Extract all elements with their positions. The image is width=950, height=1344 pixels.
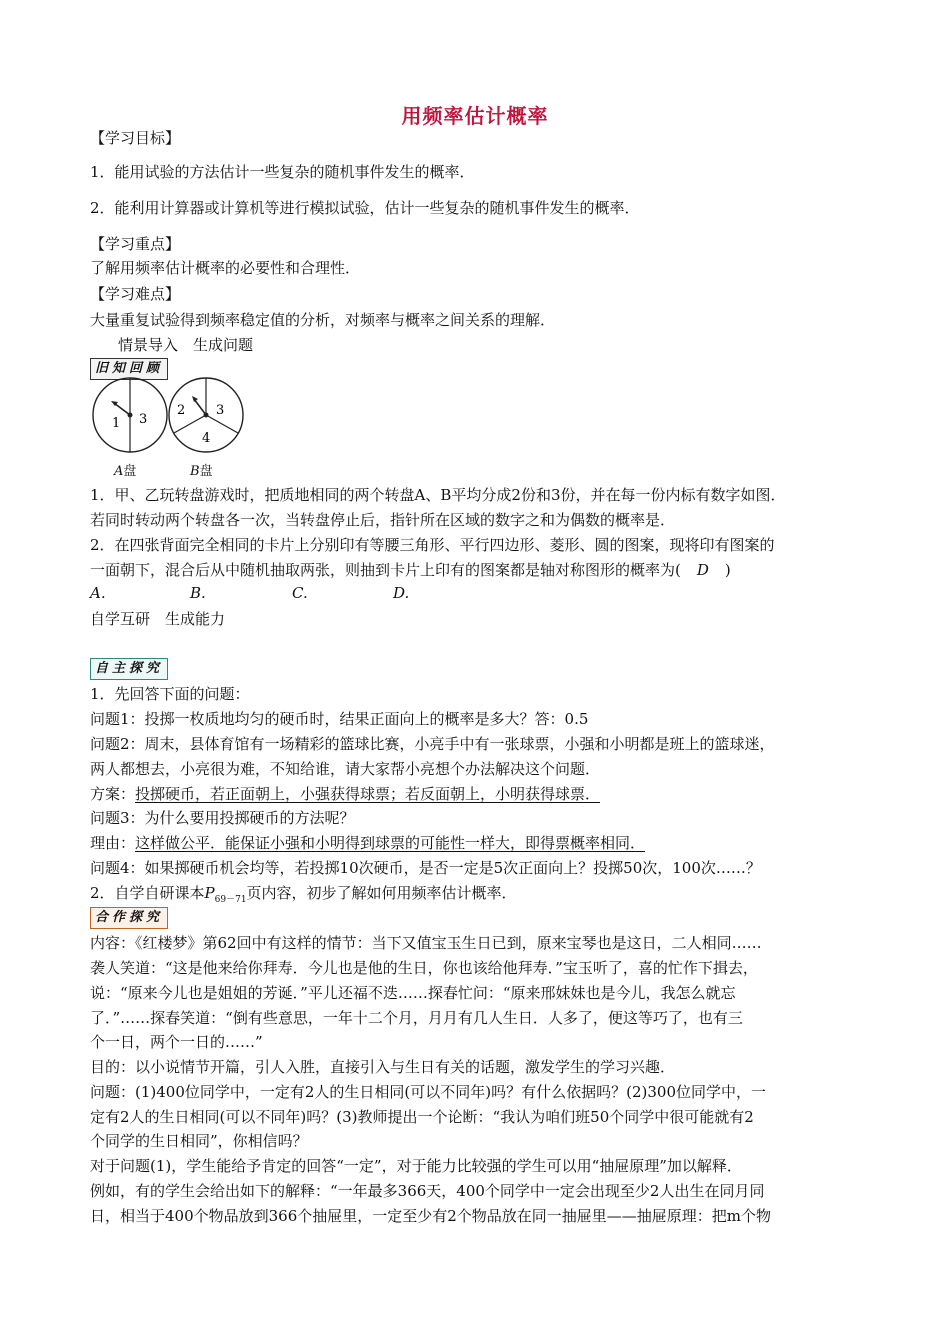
coop-badge: 合作探究 [90, 907, 168, 929]
spinner-b-label-4: 4 [202, 431, 211, 446]
option-a: A. [90, 584, 106, 602]
spinner-b-label-2: 2 [177, 403, 186, 418]
review-q2-answer: D [696, 561, 709, 579]
focus-text: 了解用频率估计概率的必要性和合理性． [90, 259, 361, 277]
explore-reason: 理由：这样做公平．能保证小强和小明得到球票的可能性一样大，即得票概率相同． [90, 834, 646, 852]
explore-badge: 自主探究 [90, 658, 168, 680]
document-title: 用频率估计概率 [401, 104, 549, 128]
coop-line-12: 日，相当于400个物品放到366个抽屉里，一定至少有2个物品放在同一抽屉里——抽屉原理：把m个物 [90, 1207, 772, 1225]
coop-line-9: 个同学的生日相同”，你相信吗？ [90, 1132, 308, 1150]
objective-item-1: 1．能用试验的方法估计一些复杂的随机事件发生的概率． [90, 163, 475, 181]
spinner-b-pointer [194, 399, 206, 415]
coop-line-3: 说：“原来今儿也是姐姐的芳诞．”平儿还福不迭……探春忙问：“原来邢妹妹也是今儿，我怎么就忘 [90, 984, 736, 1002]
focus-heading: 【学习重点】 [90, 235, 181, 253]
coop-line-11: 例如，有的学生会给出如下的解释：“一年最多366天，400个同学中一定会出现至少2人出生在同月同 [90, 1182, 765, 1200]
review-q2-line2: 一面朝下，混合后从中随机抽取两张，则抽到卡片上印有的图案都是轴对称图形的概率为( D ) [90, 561, 731, 579]
coop-line-2: 袭人笑道：“这是他来给你拜寿．今儿也是他的生日，你也该给他拜寿．”宝玉听了，喜的忙作下揖去， [90, 959, 758, 977]
difficulty-heading: 【学习难点】 [90, 285, 181, 303]
coop-line-7: 问题：(1)400位同学中，一定有2人的生日相同(可以不同年)吗？有什么依据吗？(2)300位同学中，一 [90, 1083, 767, 1101]
review-badge: 旧知回顾 [90, 358, 168, 380]
review-q1-line2: 若同时转动两个转盘各一次，当转盘停止后，指针所在区域的数字之和为偶数的概率是． [90, 511, 676, 529]
explore-q2-line2: 两人都想去，小亮很为难，不知给谁，请大家帮小亮想个办法解决这个问题． [90, 760, 601, 778]
reason-answer: 这样做公平．能保证小强和小明得到球票的可能性一样大，即得票概率相同． [135, 834, 646, 852]
spinner-a-pointer [114, 403, 130, 415]
explore-q2-line1: 问题2：周末，县体育馆有一场精彩的篮球比赛，小亮手中有一张球票，小强和小明都是班上的篮球迷， [90, 735, 775, 753]
review-q1-line1: 1．甲、乙玩转盘游戏时，把质地相同的两个转盘A、B平均分成2份和3份，并在每一份内标有数字如图． [90, 486, 786, 504]
coop-line-1: 内容：《红楼梦》第62回中有这样的情节：当下又值宝玉生日已到，原来宝琴也是这日，二人相同…… [90, 934, 762, 952]
plan-answer: 投掷硬币，若正面朝上，小强获得球票；若反面朝上，小明获得球票． [135, 785, 601, 803]
spinner-a-caption: A盘 [114, 464, 137, 479]
explore-q3: 问题3：为什么要用投掷硬币的方法呢？ [90, 809, 355, 827]
coop-line-8: 定有2人的生日相同(可以不同年)吗？(3)教师提出一个论断：“我认为咱们班50个同学中很可能就有2 [90, 1108, 754, 1126]
coop-line-10: 对于问题(1)，学生能给予肯定的回答“一定”，对于能力比较强的学生可以用“抽屉原理”加以解释． [90, 1157, 742, 1175]
review-q2-line1: 2．在四张背面完全相同的卡片上分别印有等腰三角形、平行四边形、菱形、圆的图案，现将印有图案的 [90, 536, 775, 554]
option-d: D. [393, 584, 410, 602]
spinner-b-arrowhead [192, 396, 198, 402]
explore-plan: 方案：投掷硬币，若正面朝上，小强获得球票；若反面朝上，小明获得球票． [90, 785, 601, 803]
difficulty-text: 大量重复试验得到频率稳定值的分析，对频率与概率之间关系的理解． [90, 311, 556, 329]
spinner-b-diagram [166, 375, 246, 455]
option-c: C. [292, 584, 308, 602]
explore-line-1: 1．先回答下面的问题： [90, 685, 250, 703]
coop-line-5: 个一日，两个一日的……” [90, 1033, 263, 1051]
objectives-heading: 【学习目标】 [90, 129, 181, 147]
objective-item-2: 2．能利用计算器或计算机等进行模拟试验，估计一些复杂的随机事件发生的概率． [90, 199, 640, 217]
explore-q4: 问题4：如果掷硬币机会均等，若投掷10次硬币，是否一定是5次正面向上？投掷50次，100次……？ [90, 859, 761, 877]
spinner-a-label-3: 3 [139, 412, 148, 427]
spinner-b-label-3: 3 [216, 403, 225, 418]
spinner-b-caption: B盘 [190, 464, 213, 479]
spinner-a-label-1: 1 [112, 416, 121, 431]
self-study-heading: 自学互研 生成能力 [90, 610, 226, 628]
explore-line-2: 2．自学自研课本$P_{69-71}$页内容，初步了解如何用频率估计概率． [90, 884, 517, 905]
option-b: B. [190, 584, 206, 602]
coop-line-4: 了．”……探春笑道：“倒有些意思，一年十二个月，月月有几人生日．人多了，便这等巧了，也有三 [90, 1009, 743, 1027]
coop-line-6: 目的：以小说情节开篇，引人入胜，直接引入与生日有关的话题，激发学生的学习兴趣． [90, 1058, 676, 1076]
explore-q1: 问题1：投掷一枚质地均匀的硬币时，结果正面向上的概率是多大？答：0.5 [90, 710, 589, 728]
spinner-a-diagram [90, 375, 170, 455]
intro-heading: 情景导入 生成问题 [118, 336, 254, 354]
